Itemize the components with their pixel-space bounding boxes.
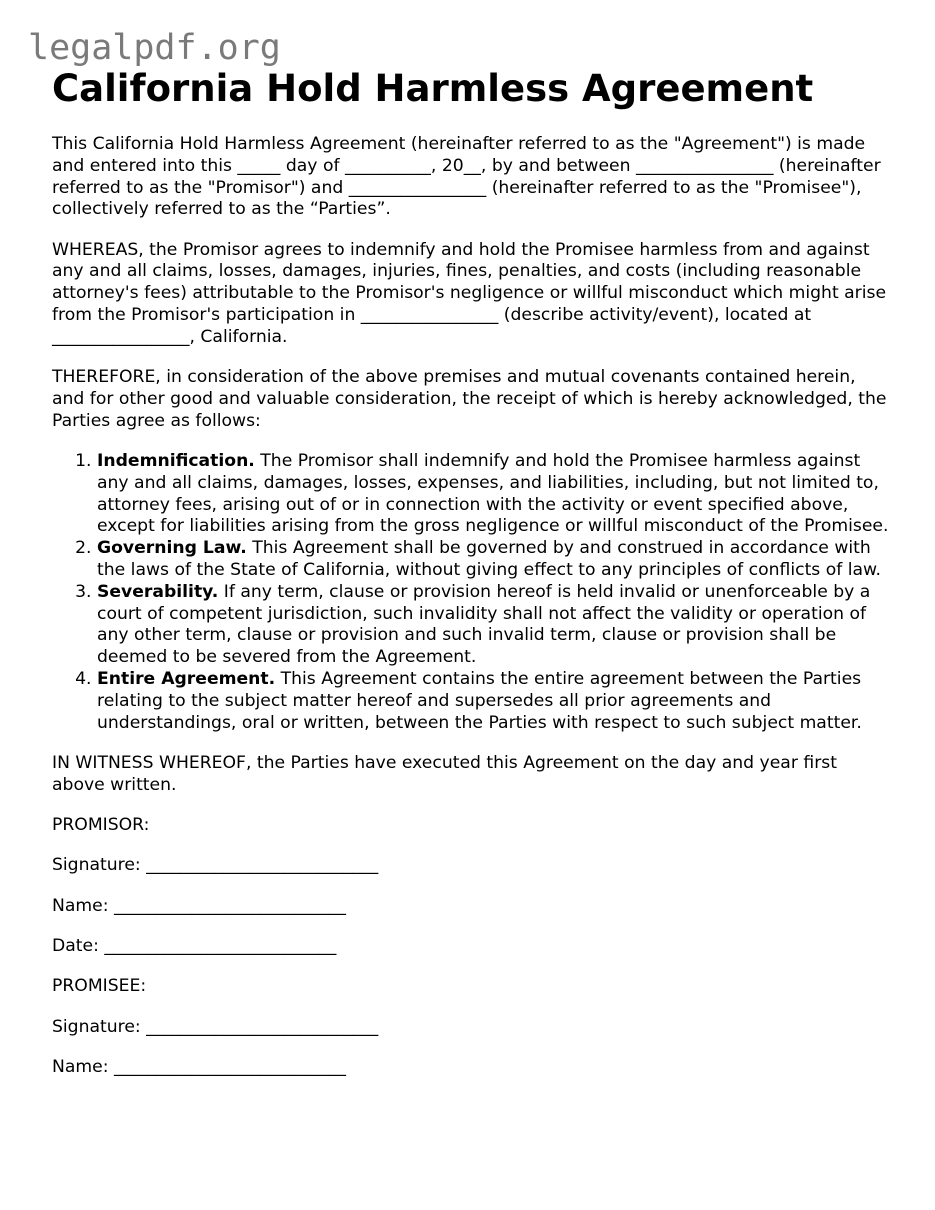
clause-text: The Promisor shall indemnify and hold the Promisee harmless against any and all claims, damages, losses, expenses, and liabilities, including, but not limited to, attorney fees, arising out of or in connection with the activity or event specified above, except for liabilities arising from the gross negligence or willful misconduct of the Promisee. (97, 451, 889, 537)
promisee-label: PROMISEE: (52, 976, 147, 997)
intro-paragraph: This California Hold Harmless Agreement (hereinafter referred to as the "Agreement") is made and entered into this _____ day of __________, 20__, by and between ________________ (hereinafter referred to as the "Promisor") and ________________ (hereinafter referred to as the "Promisee"), collectively referred to as the “Parties”. (52, 134, 881, 220)
clause-entire-agreement (97, 669, 892, 734)
therefore-paragraph: THEREFORE, in consideration of the above premises and mutual covenants contained herein, and for other good and valuable consideration, the receipt of which is hereby acknowledged, the Parties agree as follows: (52, 367, 887, 431)
document-page (52, 66, 892, 1079)
promisor-signature-field[interactable]: Signature: ___________________________ (52, 855, 379, 876)
promisee-signature-field[interactable]: Signature: ___________________________ (52, 1016, 379, 1037)
clause-text: This Agreement contains the entire agreement between the Parties relating to the subject matter hereof and supersedes all prior agreements and understandings, oral or written, between the Parties with respect to such subject matter. (97, 669, 862, 733)
clauses-list (52, 451, 892, 734)
clause-governing-law (97, 538, 892, 582)
clause-heading: Indemnification. (97, 451, 255, 472)
clause-heading: Severability. (97, 581, 219, 602)
clause-severability (97, 582, 892, 669)
watermark-logo: legalpdf.org (28, 28, 281, 68)
promisee-name-field[interactable]: Name: ___________________________ (52, 1056, 346, 1077)
promisor-date-field[interactable]: Date: ___________________________ (52, 935, 337, 956)
clause-text: This Agreement shall be governed by and construed in accordance with the laws of the State of California, without giving effect to any principles of conflicts of law. (97, 538, 882, 581)
promisor-label: PROMISOR: (52, 815, 150, 836)
clause-text: If any term, clause or provision hereof is held invalid or unenforceable by a court of competent jurisdiction, such invalidity shall not affect the validity or operation of any other term, clause or provision and such invalid term, clause or provision shall be deemed to be severed from the Agreement. (97, 581, 871, 668)
whereas-paragraph: WHEREAS, the Promisor agrees to indemnify and hold the Promisee harmless from and against any and all claims, losses, damages, injuries, fines, penalties, and costs (including reasonable attorney's fees) attributable to the Promisor's negligence or willful misconduct which might arise from the Promisor's participation in ________________ (describe activity/event), located at ________________, California. (52, 239, 887, 347)
clause-indemnification (97, 451, 892, 538)
promisor-name-field[interactable]: Name: ___________________________ (52, 895, 346, 916)
document-title: California Hold Harmless Agreement (52, 67, 814, 110)
witness-paragraph: IN WITNESS WHEREOF, the Parties have executed this Agreement on the day and year first above written. (52, 752, 837, 795)
clause-heading: Governing Law. (97, 538, 247, 559)
clause-heading: Entire Agreement. (97, 669, 276, 690)
